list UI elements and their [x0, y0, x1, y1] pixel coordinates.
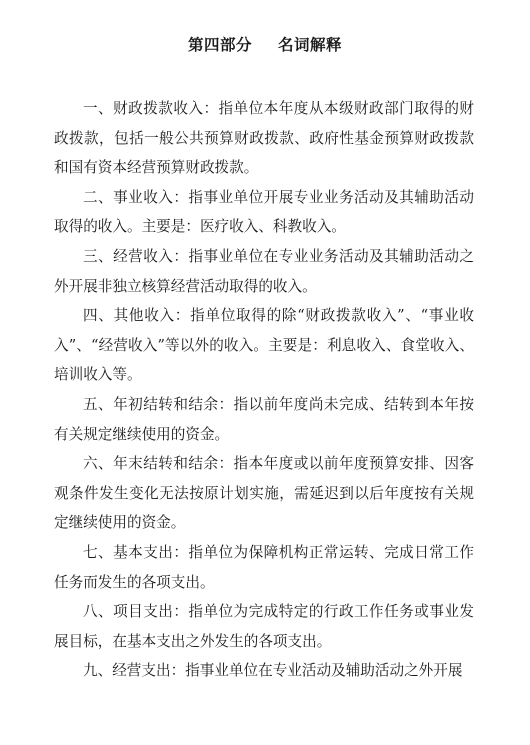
definition-beginning-carryover	[54, 390, 474, 449]
definition-ending-carryover	[54, 449, 474, 538]
paragraph-line: 政拨款，包括一般公共预算财政拨款、政府性基金预算财政拨款	[54, 129, 474, 147]
paragraph-line: 六、年末结转和结余：指本年度或以前年度预算安排、因客	[83, 455, 474, 473]
paragraph-line: 有关规定继续使用的资金。	[54, 425, 230, 443]
paragraph-line: 任务而发生的各项支出。	[54, 573, 215, 591]
paragraph-line: 外开展非独立核算经营活动取得的收入。	[54, 277, 317, 295]
paragraph-line: 培训收入等。	[54, 366, 142, 384]
definition-operating-income	[54, 242, 474, 301]
section-part-label: 第四部分	[187, 36, 252, 54]
paragraph-line: 八、项目支出：指单位为完成特定的行政工作任务或事业发	[83, 603, 474, 621]
paragraph-line: 五、年初结转和结余：指以前年度尚未完成、结转到本年按	[83, 395, 474, 413]
paragraph-line: 定继续使用的资金。	[54, 514, 186, 532]
paragraph-line: 观条件发生变化无法按原计划实施，需延迟到以后年度按有关规	[54, 484, 474, 502]
paragraph-line: 展目标，在基本支出之外发生的各项支出。	[54, 632, 332, 650]
paragraph-line: 取得的收入。主要是：医疗收入、科教收入。	[54, 218, 346, 236]
definition-business-income	[54, 183, 474, 242]
paragraph-line: 入”、“经营收入”等以外的收入。主要是：利息收入、食堂收入、	[54, 336, 474, 354]
paragraph-line: 九、经营支出：指事业单位在专业活动及辅助活动之外开展	[83, 662, 463, 680]
section-heading	[0, 33, 530, 55]
paragraph-line: 和国有资本经营预算财政拨款。	[54, 159, 259, 177]
paragraph-line: 二、事业收入：指事业单位开展专业业务活动及其辅助活动	[83, 188, 474, 206]
definition-fiscal-appropriation-income	[54, 94, 474, 183]
definition-operating-expenditure	[54, 656, 474, 686]
paragraph-line: 三、经营收入：指事业单位在专业业务活动及其辅助活动之	[83, 247, 474, 265]
paragraph-line: 一、财政拨款收入：指单位本年度从本级财政部门取得的财	[83, 100, 474, 117]
document-body	[54, 94, 474, 686]
definition-other-income	[54, 301, 474, 390]
definition-basic-expenditure	[54, 538, 474, 597]
paragraph-line: 四、其他收入：指单位取得的除“财政拨款收入”、“事业收	[83, 307, 474, 325]
section-title: 名词解释	[278, 36, 343, 54]
paragraph-line: 七、基本支出：指单位为保障机构正常运转、完成日常工作	[83, 543, 474, 561]
definition-project-expenditure	[54, 597, 474, 656]
